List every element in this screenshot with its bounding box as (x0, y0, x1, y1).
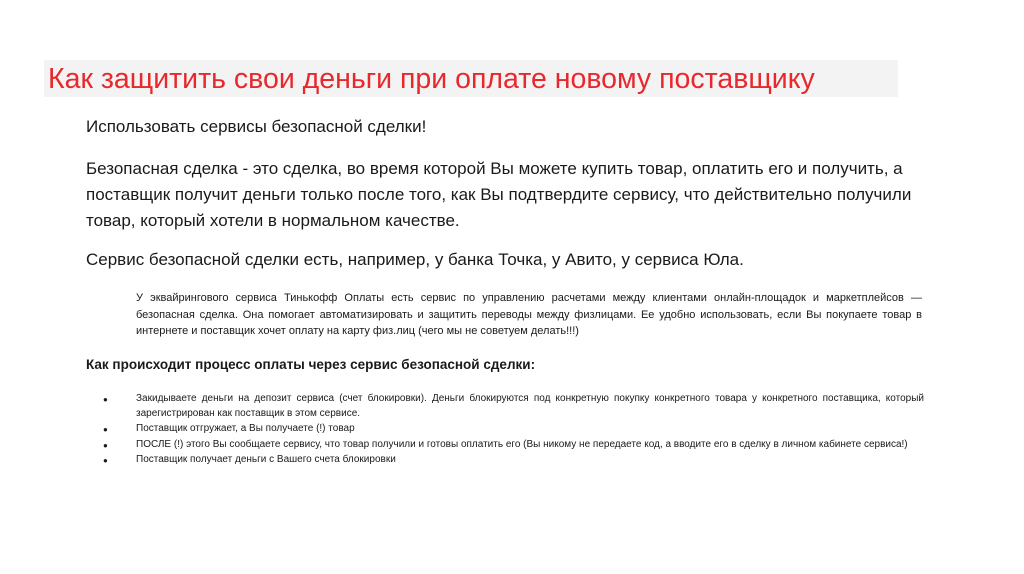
bullet-icon: ● (103, 440, 108, 450)
step-text: ПОСЛЕ (!) этого Вы сообщаете сервису, что товар получили и готовы оплатить его (Вы никому не передаете код, а вводите его в сделку в личном кабинете сервиса!) (136, 438, 908, 450)
slide-title: Как защитить свои деньги при оплате новому поставщику (48, 63, 815, 95)
process-subheading: Как происходит процесс оплаты через сервис безопасной сделки: (86, 357, 536, 372)
intro-paragraph: Использовать сервисы безопасной сделки! (86, 117, 427, 136)
step-text: Закидываете деньги на депозит сервиса (счет блокировки). Деньги блокируются под конкретную покупку конкретного товара у конкретного поставщика, который зарегистрирован как поставщик в этом сервисе. (136, 393, 924, 419)
step-text: Поставщик получает деньги с Вашего счета блокировки (136, 454, 396, 465)
tinkoff-note: У эквайрингового сервиса Тинькофф Оплаты есть сервис по управлению расчетами между клиентами онлайн-площадок и маркетплейсов — безопасная сделка. Она помогает автоматизировать и защитить переводы между физлицами. Ее удобно использовать, если Вы покупаете товар в интернете и поставщик хочет оплату на карту физ.лиц (чего мы не советуем делать!!!) (136, 292, 922, 337)
list-item (100, 422, 924, 437)
bullet-icon: ● (103, 456, 108, 465)
list-item (100, 392, 924, 421)
definition-paragraph: Безопасная сделка - это сделка, во время которой Вы можете купить товар, оплатить его и получить, а поставщик получит деньги только после того, как Вы подтвердите сервису, что действительно получили товар, который хотели в нормальном качестве. (86, 159, 912, 230)
process-steps-list (100, 392, 924, 469)
bullet-icon: ● (103, 395, 108, 404)
bullet-icon: ● (103, 425, 108, 434)
list-item (100, 453, 924, 468)
step-text: Поставщик отгружает, а Вы получаете (!) товар (136, 423, 355, 434)
list-item (100, 438, 924, 453)
examples-paragraph: Сервис безопасной сделки есть, например, у банка Точка, у Авито, у сервиса Юла. (86, 250, 744, 269)
